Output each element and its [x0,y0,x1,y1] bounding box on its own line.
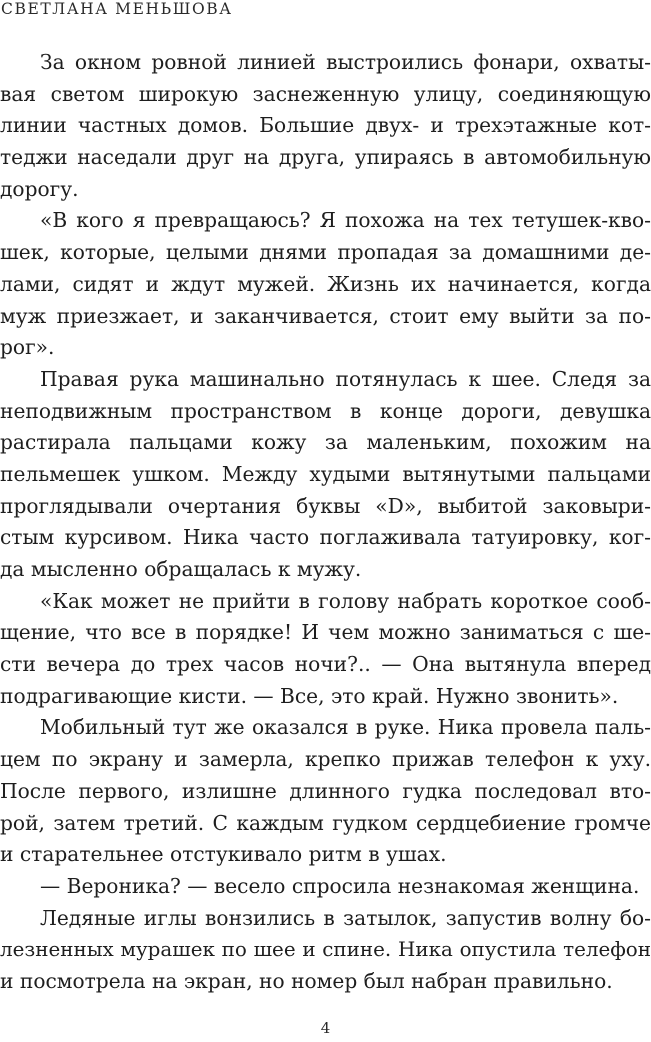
paragraph-5 [0,712,651,870]
text-line: дорогу. [0,176,79,201]
text-line: Ледяные иглы вонзились в затылок, запустив волну бо- [40,905,651,930]
text-line: рой, затем третий. С каждым гудком сердцебиение громче [0,810,651,835]
paragraph-2 [0,205,651,363]
text-line: цем по экрану и замерла, крепко прижав телефон к уху. [0,747,651,772]
paragraph-1 [0,47,651,205]
text-line: сти вечера до трех часов ночи?.. — Она вытянула вперед [0,652,651,677]
paragraph-4 [0,586,651,713]
text-line: Правая рука машинально потянулась к шее. Следя за [40,366,651,391]
text-line: муж приезжает, и заканчивается, стоит ему выйти за по- [0,303,651,328]
paragraph-3 [0,364,651,586]
running-head: СВЕТЛАНА МЕНЬШОВА [1,0,233,18]
text-line: Мобильный тут же оказался в руке. Ника провела паль- [40,715,651,740]
text-line: и старательнее отстукивало ритм в ушах. [0,842,447,867]
paragraph-7 [0,903,651,998]
text-line: «Как может не прийти в голову набрать короткое сооб- [40,588,651,613]
text-line: рог». [0,335,55,360]
text-line: — Вероника? — весело спросила незнакомая женщина. [40,873,640,898]
text-line: да мысленно обращалась к мужу. [0,557,362,581]
paragraph-6 [0,871,651,903]
text-line: После первого, излишне длинного гудка последовал вто- [0,778,651,803]
text-line: «В кого я превращаюсь? Я похожа на тех тетушек-кво- [40,208,651,233]
text-line: За окном ровной линией выстроились фонари, охваты- [40,50,651,74]
text-line: лами, сидят и ждут мужей. Жизнь их начинается, когда [0,271,651,296]
text-line: линии частных домов. Большие двух- и трехэтажные кот- [0,113,651,138]
text-line: щение, что все в порядке! И чем можно заниматься с ше- [0,620,651,645]
text-line: теджи наседали друг на друга, упираясь в автомобильную [0,145,651,170]
text-line: стым курсивом. Ника часто поглаживала татуировку, ког- [0,525,651,550]
text-line: шек, которые, целыми днями пропадая за домашними де- [0,240,651,265]
page-number: 4 [320,1019,331,1037]
text-line: лезненных мурашек по шее и спине. Ника опустила телефон [0,938,651,962]
text-line: и посмотрела на экран, но номер был набран правильно. [0,968,613,993]
body-text [0,47,651,998]
text-line: неподвижным пространством в конце дороги, девушка [0,398,651,423]
text-line: пельмешек ушком. Между худыми вытянутыми пальцами [0,461,651,486]
text-line: проглядывали очертания буквы «D», выбитой заковыри- [0,493,651,518]
text-line: подрагивающие кисти. — Все, это край. Нужно звонить». [0,683,619,708]
text-line: вая светом широкую заснеженную улицу, соединяющую [0,81,651,106]
text-line: растирала пальцами кожу за маленьким, похожим на [0,430,651,455]
